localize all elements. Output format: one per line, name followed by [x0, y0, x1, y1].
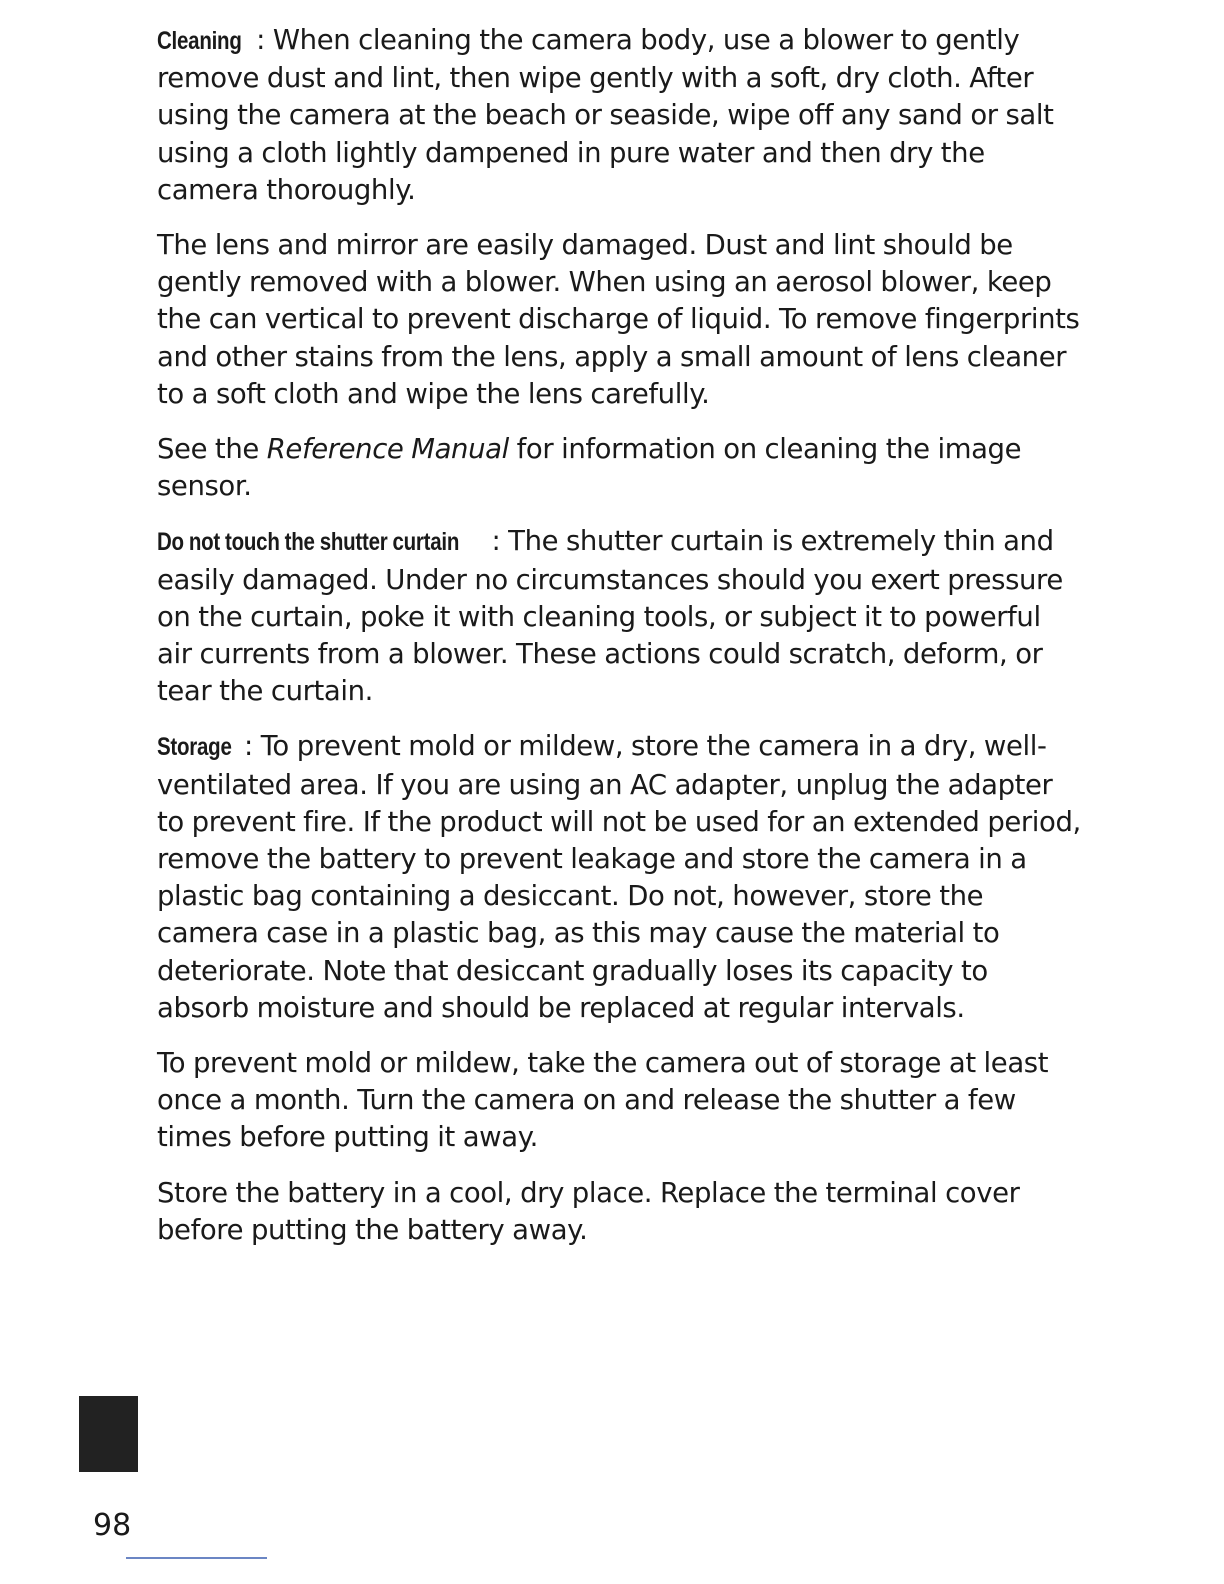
reference-manual-title: Reference Manual: [266, 433, 509, 466]
paragraph-cleaning: Cleaning : When cleaning the camera body, use a blower to gently remove dust and lint, then wipe gently with a soft, dry cloth. After using the camera at the beach or seaside, wipe off any sand or salt using a cloth lightly dampened in pure water and then dry the camera thoroughly.: [157, 24, 1054, 206]
section-tab-marker: [79, 1396, 138, 1472]
paragraph-prefix: See the: [157, 433, 267, 466]
term-cleaning: Cleaning: [157, 27, 242, 55]
term-shutter-curtain: Do not touch the shutter curtain: [157, 528, 460, 557]
paragraph-text: The shutter curtain is extremely thin and easily damaged. Under no circumstances should you exert pressure on the curtain, poke it with cleaning tools, or subject it to powerful air currents from a blower. These actions could scratch, deform, or tear the curtain.: [157, 525, 1063, 708]
paragraph-text: To prevent mold or mildew, take the camera out of storage at least once a month. Turn the camera on and release the shutter a few times before putting it away.: [157, 1047, 1049, 1154]
page-content: [157, 22, 1082, 1267]
paragraph-text: To prevent mold or mildew, store the camera in a dry, well-ventilated area. If you are using an AC adapter, unplug the adapter to prevent fire. If the product will not be used for an extended period, remove the battery to prevent leakage and store the camera in a plastic bag containing a desiccant. Do not, however, store the camera case in a plastic bag, as this may cause the material to deteriorate. Note that desiccant gradually loses its capacity to absorb moisture and should be replaced at regular intervals.: [157, 730, 1081, 1024]
paragraph-battery-storage: [157, 1175, 1082, 1249]
term-storage: Storage: [157, 733, 232, 762]
footer-rule: [126, 1557, 267, 1559]
paragraph-text: When cleaning the camera body, use a blower to gently remove dust and lint, then wipe gently with a soft, dry cloth. After using the camera at the beach or seaside, wipe off any sand or salt using a cloth lightly dampened in pure water and then dry the camera thoroughly.: [157, 24, 1054, 206]
paragraph-text: Store the battery in a cool, dry place. Replace the terminal cover before putting the battery away.: [157, 1176, 1020, 1246]
paragraph-suffix: for information on cleaning the image sensor.: [157, 433, 1022, 503]
page-number: 98: [93, 1508, 132, 1543]
paragraph-lens-mirror: [157, 227, 1082, 413]
paragraph-text: The lens and mirror are easily damaged. Dust and lint should be gently removed with a blower. When using an aerosol blower, keep the can vertical to prevent discharge of liquid. To remove fingerprints and other stains from the lens, apply a small amount of lens cleaner to a soft cloth and wipe the lens carefully.: [157, 229, 1080, 410]
paragraph-reference-manual: [157, 431, 1082, 505]
paragraph-shutter-curtain: Do not touch the shutter curtain : The shutter curtain is extremely thin and easily damaged. Under no circumstances should you exert pressure on the curtain, poke it with cleaning tools, or subject it to powerful air currents from a blower. These actions could scratch, deform, or tear the curtain.: [157, 525, 1063, 708]
paragraph-storage-monthly: [157, 1045, 1082, 1157]
paragraph-storage: Storage : To prevent mold or mildew, store the camera in a dry, well-ventilated area. If you are using an AC adapter, unplug the adapter to prevent fire. If the product will not be used for an extended period, remove the battery to prevent leakage and store the camera in a plastic bag containing a desiccant. Do not, however, store the camera case in a plastic bag, as this may cause the material to deteriorate. Note that desiccant gradually loses its capacity to absorb moisture and should be replaced at regular intervals.: [157, 730, 1081, 1024]
